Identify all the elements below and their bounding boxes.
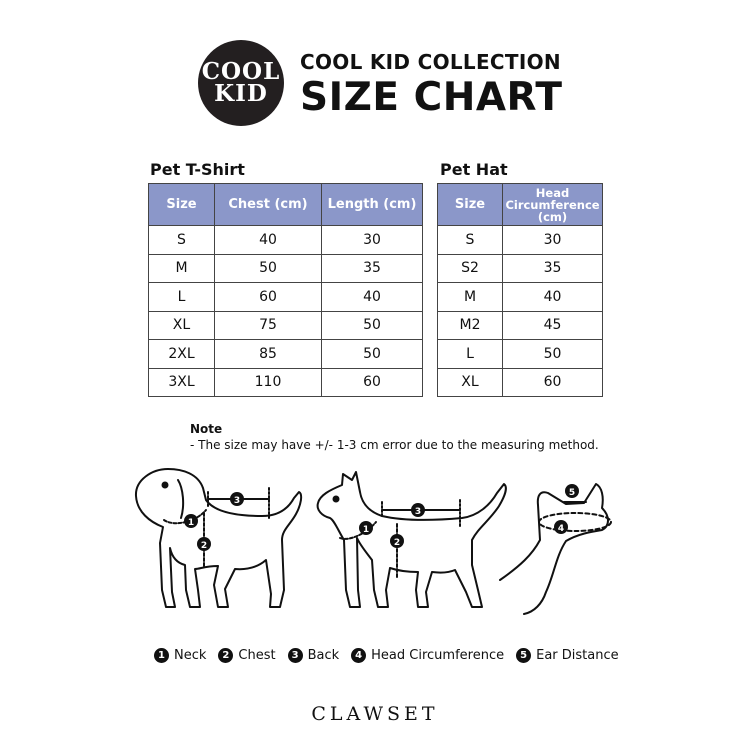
dog-outline bbox=[136, 469, 301, 607]
page-title: SIZE CHART bbox=[300, 75, 563, 120]
svg-text:1: 1 bbox=[187, 518, 195, 528]
cat-head-illustration bbox=[500, 484, 611, 614]
table-cell: 40 bbox=[503, 283, 603, 312]
tshirt-table-title: Pet T-Shirt bbox=[150, 160, 245, 179]
measurement-legend bbox=[154, 648, 631, 663]
legend-item bbox=[516, 648, 619, 663]
dog-illustration bbox=[136, 469, 301, 607]
number-badge-icon: 1 bbox=[154, 648, 169, 663]
number-badge-icon: 2 bbox=[218, 648, 233, 663]
table-row bbox=[149, 283, 423, 312]
cat-eye bbox=[334, 497, 339, 502]
dog-ear bbox=[178, 480, 183, 518]
logo-line-2: KID bbox=[214, 80, 268, 107]
table-row bbox=[149, 368, 423, 397]
svg-text:3: 3 bbox=[233, 496, 241, 506]
table-cell: 50 bbox=[503, 340, 603, 369]
svg-text:3: 3 bbox=[414, 507, 422, 517]
table-cell: 30 bbox=[322, 226, 423, 255]
legend-item bbox=[351, 648, 504, 663]
table-row bbox=[149, 340, 423, 369]
table-cell: L bbox=[438, 340, 503, 369]
table-cell: 3XL bbox=[149, 368, 215, 397]
table-cell: 2XL bbox=[149, 340, 215, 369]
table-cell: M bbox=[149, 254, 215, 283]
table-cell: 75 bbox=[215, 311, 322, 340]
tshirt-size-table bbox=[148, 183, 423, 397]
table-row bbox=[438, 368, 603, 397]
number-badge-icon: 5 bbox=[516, 648, 531, 663]
note bbox=[190, 421, 599, 453]
table-cell: 60 bbox=[215, 283, 322, 312]
cool-kid-logo bbox=[198, 40, 284, 126]
cat-head-outline bbox=[500, 484, 608, 614]
svg-text:5: 5 bbox=[568, 488, 576, 498]
table-row bbox=[438, 311, 603, 340]
hat-table-title: Pet Hat bbox=[440, 160, 508, 179]
collection-subtitle: COOL KID COLLECTION bbox=[300, 50, 561, 74]
table-cell: M2 bbox=[438, 311, 503, 340]
table-row bbox=[438, 340, 603, 369]
legend-label: Neck bbox=[174, 648, 207, 663]
cat-illustration bbox=[318, 472, 506, 607]
legend-item bbox=[288, 648, 340, 663]
table-row bbox=[149, 311, 423, 340]
table-cell: 45 bbox=[503, 311, 603, 340]
table-cell: S bbox=[149, 226, 215, 255]
table-cell: 40 bbox=[322, 283, 423, 312]
svg-text:2: 2 bbox=[200, 541, 208, 551]
logo-line-1: COOL bbox=[201, 58, 281, 85]
table-cell: 60 bbox=[503, 368, 603, 397]
table-cell: 40 bbox=[215, 226, 322, 255]
legend-label: Head Circumference bbox=[371, 648, 505, 663]
column-header: Size bbox=[438, 184, 503, 226]
brand-name: CLAWSET bbox=[311, 703, 439, 725]
legend-label: Back bbox=[307, 648, 340, 663]
table-cell: 50 bbox=[322, 311, 423, 340]
legend-item bbox=[218, 648, 275, 663]
column-header: Head Circumference (cm) bbox=[503, 184, 603, 226]
table-cell: 60 bbox=[322, 368, 423, 397]
legend-label: Chest bbox=[238, 648, 276, 663]
table-cell: M bbox=[438, 283, 503, 312]
legend-item bbox=[154, 648, 206, 663]
head-circumference-line bbox=[539, 513, 611, 531]
table-cell: XL bbox=[149, 311, 215, 340]
column-header: Length (cm) bbox=[322, 184, 423, 226]
svg-text:2: 2 bbox=[393, 538, 401, 548]
table-cell: 110 bbox=[215, 368, 322, 397]
number-badge-icon: 4 bbox=[351, 648, 366, 663]
header bbox=[300, 50, 562, 120]
note-text: - The size may have +/- 1-3 cm error due to the measuring method. bbox=[190, 438, 599, 452]
table-row bbox=[438, 283, 603, 312]
table-row bbox=[149, 226, 423, 255]
table-cell: L bbox=[149, 283, 215, 312]
table-row bbox=[438, 226, 603, 255]
measurement-illustration bbox=[0, 455, 750, 625]
table-row bbox=[438, 254, 603, 283]
hat-size-table bbox=[437, 183, 603, 397]
note-heading: Note bbox=[190, 422, 223, 436]
number-markers bbox=[184, 484, 579, 551]
table-cell: 35 bbox=[503, 254, 603, 283]
table-cell: XL bbox=[438, 368, 503, 397]
table-cell: S bbox=[438, 226, 503, 255]
table-cell: 30 bbox=[503, 226, 603, 255]
number-badge-icon: 3 bbox=[288, 648, 303, 663]
table-cell: 35 bbox=[322, 254, 423, 283]
column-header: Chest (cm) bbox=[215, 184, 322, 226]
svg-text:1: 1 bbox=[362, 525, 370, 535]
table-cell: 85 bbox=[215, 340, 322, 369]
table-cell: 50 bbox=[322, 340, 423, 369]
legend-label: Ear Distance bbox=[536, 648, 619, 663]
table-cell: 50 bbox=[215, 254, 322, 283]
column-header: Size bbox=[149, 184, 215, 226]
table-cell: S2 bbox=[438, 254, 503, 283]
table-row bbox=[149, 254, 423, 283]
dog-eye bbox=[163, 483, 168, 488]
svg-text:4: 4 bbox=[557, 524, 565, 534]
